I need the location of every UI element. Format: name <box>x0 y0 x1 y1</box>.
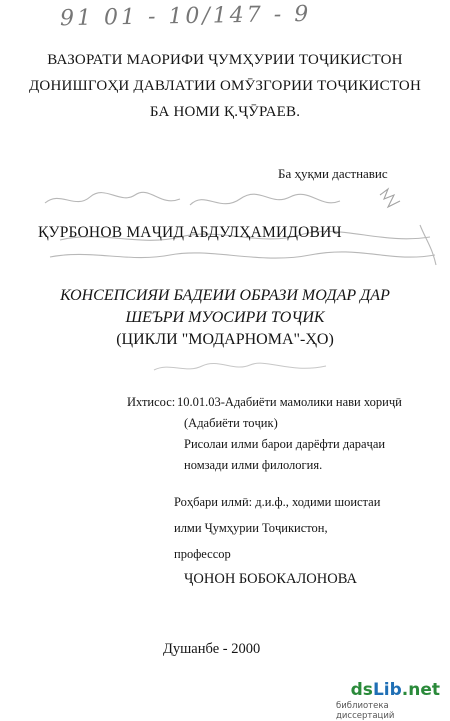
logo-ds: ds <box>350 680 373 700</box>
supervisor-title: профессор <box>174 547 231 561</box>
signature-scribble-1 <box>45 192 180 203</box>
dissertation-degree: номзади илми филология. <box>184 458 323 472</box>
manuscript-rights: Ба ҳуқми дастнавис <box>278 166 388 181</box>
specialty-code: 10.01.03-Адабиёти мамолики нави хориҷӣ <box>177 395 402 409</box>
supervisor-line-2: илми Ҷумҳурии Тоҷикистон, <box>174 521 328 535</box>
specialty-field: (Адабиёти тоҷик) <box>184 416 278 430</box>
logo-lib: Lib <box>372 680 402 700</box>
supervisor-line-1: Роҳбари илмӣ: д.и.ф., ходими шоистаи <box>174 495 381 509</box>
header-ministry: ВАЗОРАТИ МАОРИФИ ҶУМҲУРИИ ТОҶИКИСТОН <box>47 52 403 68</box>
dslib-watermark[interactable] <box>336 680 444 721</box>
dslib-subtitle: библиотека диссертаций <box>336 701 395 721</box>
handwritten-note <box>150 356 330 378</box>
author-name: ҚУРБОНОВ МАҶИД АБДУЛҲАМИДОВИЧ <box>38 224 342 241</box>
dissertation-purpose: Рисолаи илми барои дарёфти дараҷаи <box>184 437 386 451</box>
signature-scribble-2 <box>190 194 340 205</box>
place-year: Душанбе - 2000 <box>163 641 261 657</box>
header-university: ДОНИШГОҲИ ДАВЛАТИИ ОМӮЗГОРИИ ТОҶИКИСТОН <box>28 78 421 94</box>
header-named-after: БА НОМИ Қ.ҶӮРАЕВ. <box>149 104 301 120</box>
dslib-logo[interactable] <box>351 680 440 700</box>
thesis-title-line-3: (ЦИКЛИ "МОДАРНОМА"-ҲО) <box>116 331 334 348</box>
signature-scribble-6 <box>420 225 436 265</box>
signature-scribble-5 <box>50 252 435 258</box>
specialty-label: Ихтисос: <box>127 395 176 409</box>
thesis-title-line-1: КОНСЕПСИЯИ БАДЕИИ ОБРАЗИ МОДАР ДАР <box>60 287 390 304</box>
handwritten-archive-number: 91 01 - 10/147 - 9 <box>59 1 312 32</box>
logo-net: .net <box>401 680 440 700</box>
signature-scribble-3 <box>380 189 400 207</box>
supervisor-name: ҶОНОН БОБОКАЛОНОВА <box>184 571 357 587</box>
thesis-title-line-2: ШЕЪРИ МУОСИРИ ТОҶИК <box>125 309 325 326</box>
